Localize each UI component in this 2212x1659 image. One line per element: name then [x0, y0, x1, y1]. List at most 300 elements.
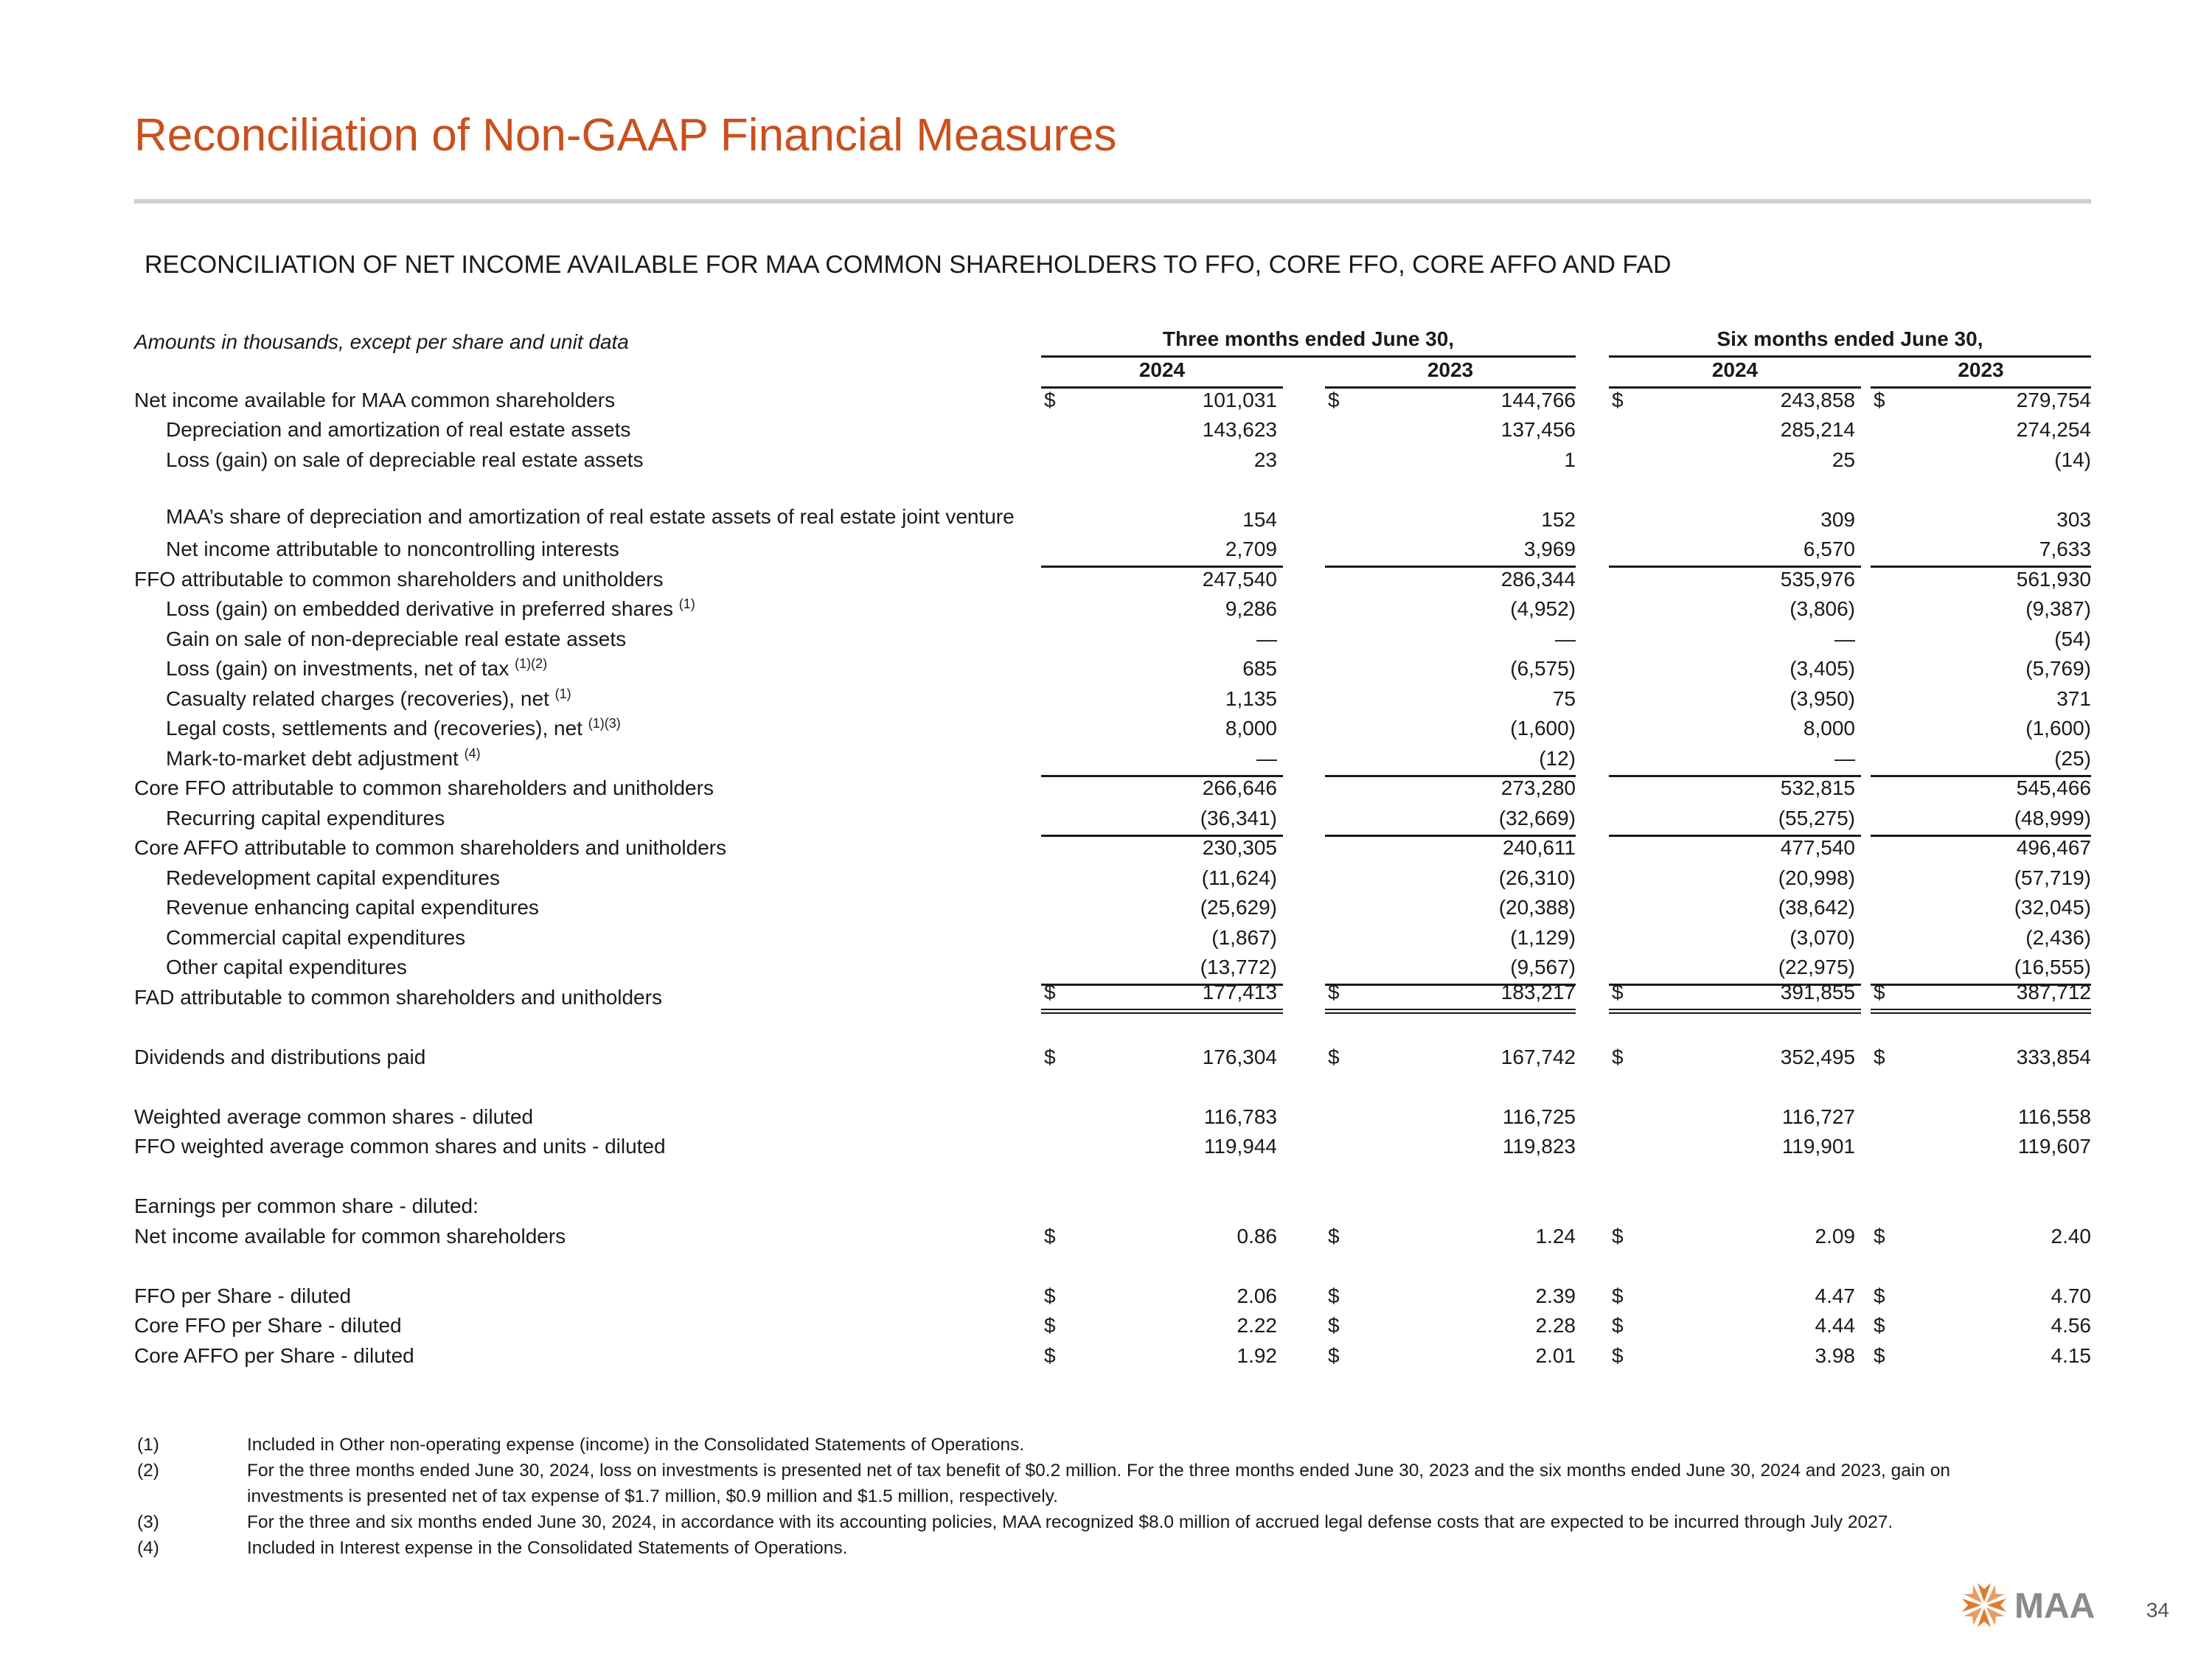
cell-value: 4.56: [2051, 1314, 2091, 1337]
value-cell: [1041, 924, 1283, 954]
cell-value: (32,045): [2014, 896, 2091, 919]
currency-symbol: $: [1612, 1314, 1624, 1337]
table-row: [0, 1312, 2212, 1343]
cell-value: 274,254: [2016, 418, 2091, 441]
value-cell: [1609, 1103, 1861, 1133]
row-label-text: Other capital expenditures: [166, 956, 407, 978]
value-cell: [1041, 1312, 1283, 1343]
row-label: [134, 776, 714, 800]
value-cell: [1609, 536, 1861, 566]
currency-symbol: $: [1874, 1284, 1885, 1307]
cell-value: 3,969: [1523, 538, 1576, 560]
value-cell: [1325, 655, 1576, 686]
currency-symbol: $: [1612, 1045, 1624, 1068]
cell-value: 137,456: [1500, 418, 1576, 441]
value-cell: [1041, 804, 1283, 835]
row-label: [166, 956, 407, 979]
value-cell: [1871, 715, 2091, 745]
table-row: [0, 1282, 2212, 1312]
currency-symbol: $: [1044, 1314, 1056, 1337]
value-cell: [1325, 954, 1576, 984]
cell-value: 167,742: [1500, 1045, 1576, 1068]
table-row: [0, 835, 2212, 865]
row-label-text: Core FFO attributable to common shareholders and unitholders: [134, 776, 714, 799]
value-cell: [1325, 745, 1576, 775]
maa-logo-text: MAA: [2014, 1587, 2096, 1626]
value-cell: [1325, 1043, 1576, 1074]
cell-value: 685: [1242, 657, 1277, 680]
table-row: [0, 417, 2212, 447]
row-label: [166, 418, 630, 442]
row-label: [134, 1344, 414, 1368]
table-row: [0, 476, 2212, 536]
footnote-mark: (1): [137, 1435, 159, 1455]
row-label: [134, 1194, 479, 1218]
cell-value: (9,387): [2025, 597, 2091, 620]
cell-value: (13,772): [1200, 956, 1277, 978]
value-cell: [1609, 446, 1861, 476]
cell-value: —: [1555, 627, 1576, 650]
value-cell: [1325, 625, 1576, 655]
value-cell: [1871, 954, 2091, 984]
row-label-text: Casualty related charges (recoveries), net: [166, 686, 549, 710]
value-cell: [1871, 655, 2091, 686]
row-label: [134, 1135, 666, 1158]
row-label-text: FAD attributable to common shareholders and unitholders: [134, 985, 662, 1009]
reconciliation-table: [0, 386, 2212, 1372]
value-cell: [1871, 1222, 2091, 1253]
value-cell: [1609, 625, 1861, 655]
cell-value: 4.47: [1815, 1284, 1855, 1307]
value-cell: [1609, 655, 1861, 686]
value-cell: [1871, 1103, 2091, 1133]
table-row: [0, 685, 2212, 715]
currency-symbol: $: [1874, 1314, 1885, 1337]
cell-value: 9,286: [1225, 597, 1277, 620]
value-cell: [1041, 1282, 1283, 1312]
value-cell: [1041, 1222, 1283, 1253]
table-row: [0, 655, 2212, 686]
cell-value: 2.09: [1815, 1224, 1855, 1248]
value-cell: [1609, 386, 1861, 417]
row-label-text: Net income available for MAA common shareholders: [134, 388, 616, 411]
value-cell: [1325, 1312, 1576, 1343]
value-cell: [1871, 596, 2091, 626]
footnote-reference: (1)(2): [515, 656, 548, 671]
value-cell: [1325, 715, 1576, 745]
row-label-text: Depreciation and amortization of real estate assets: [166, 418, 631, 441]
value-cell: [1871, 1043, 2091, 1074]
table-row: [0, 1043, 2212, 1074]
cell-value: (5,769): [2025, 657, 2091, 680]
value-cell: [1325, 835, 1576, 865]
cell-value: 1.92: [1237, 1343, 1277, 1367]
cell-value: (14): [2054, 448, 2091, 471]
table-row: [0, 566, 2212, 596]
cell-value: 2,709: [1225, 538, 1277, 560]
cell-value: (57,719): [2014, 866, 2091, 889]
cell-value: (9,567): [1510, 956, 1576, 978]
value-cell: [1325, 894, 1576, 925]
value-cell: [1871, 804, 2091, 835]
value-cell: [1609, 894, 1861, 925]
value-cell: [1041, 745, 1283, 775]
value-cell: [1041, 417, 1283, 447]
table-row: [0, 954, 2212, 984]
cell-value: (48,999): [2014, 806, 2091, 830]
value-cell: [1041, 566, 1283, 596]
footnotes: [0, 1432, 2212, 1561]
value-cell: [1041, 1043, 1283, 1074]
value-cell: [1325, 804, 1576, 835]
row-label: [166, 717, 621, 740]
row-label: [134, 1314, 402, 1338]
table-row: [0, 715, 2212, 745]
table-row: [0, 596, 2212, 626]
value-cell: [1041, 954, 1283, 984]
value-cell: [1871, 685, 2091, 715]
cell-value: (25,629): [1200, 896, 1277, 919]
value-cell: [1609, 715, 1861, 745]
cell-value: 286,344: [1500, 567, 1576, 591]
row-label: [166, 926, 465, 950]
value-cell: [1041, 536, 1283, 566]
cell-value: —: [1256, 627, 1277, 650]
value-cell: [1041, 1103, 1283, 1133]
row-label-text: Dividends and distributions paid: [134, 1045, 426, 1068]
cell-value: 532,815: [1780, 776, 1855, 799]
page-number: 34: [2146, 1599, 2169, 1621]
value-cell: [1325, 1103, 1576, 1133]
maa-logo-mark: [1962, 1583, 2006, 1627]
table-row: [0, 1103, 2212, 1133]
value-cell: [1871, 386, 2091, 417]
cell-value: 119,607: [2017, 1135, 2091, 1158]
value-cell: [1041, 1133, 1283, 1164]
cell-value: 535,976: [1780, 567, 1855, 591]
value-cell: [1041, 476, 1283, 536]
footnote: [0, 1458, 2002, 1509]
row-label: [134, 1225, 566, 1248]
row-label: [166, 687, 571, 711]
cell-value: 183,217: [1500, 980, 1576, 1004]
value-cell: [1041, 775, 1283, 805]
table-row: [0, 446, 2212, 476]
table-row: [0, 1342, 2212, 1372]
row-label-text: Core AFFO per Share - diluted: [134, 1343, 414, 1367]
footnote-mark: (4): [137, 1538, 159, 1558]
row-label-text: Loss (gain) on sale of depreciable real estate assets: [166, 448, 644, 471]
value-cell: [1871, 476, 2091, 536]
cell-value: 0.86: [1237, 1224, 1277, 1248]
cell-value: 391,855: [1780, 980, 1855, 1004]
cell-value: 152: [1541, 507, 1576, 531]
footnote-text: For the three months ended June 30, 2024, loss on investments is presented net of tax benefit of $0.2 million. For the three months ended June 30, 2023 and the six months ended June 30, 2024 and 2023, gain on investments is presented net of tax expense of $1.7 million, $0.9 million and $1.5 million, respectively.: [247, 1461, 1950, 1506]
table-row: [0, 1133, 2212, 1164]
value-cell: [1325, 775, 1576, 805]
cell-value: (20,998): [1778, 866, 1855, 889]
value-cell: [1609, 864, 1861, 894]
cell-value: (36,341): [1200, 806, 1277, 830]
cell-value: (54): [2054, 627, 2091, 650]
table-row: [0, 775, 2212, 805]
value-cell: [1871, 446, 2091, 476]
row-label: [134, 1046, 425, 1069]
currency-symbol: $: [1328, 1343, 1340, 1367]
currency-symbol: $: [1328, 980, 1340, 1004]
value-cell: [1041, 386, 1283, 417]
cell-value: 8,000: [1803, 717, 1855, 740]
cell-value: 2.39: [1535, 1284, 1576, 1307]
year-header: 2024: [1041, 358, 1283, 389]
cell-value: 176,304: [1202, 1045, 1277, 1068]
footnote: [0, 1535, 2002, 1561]
row-label: [134, 389, 615, 412]
currency-symbol: $: [1612, 1284, 1624, 1307]
footnote-mark: (2): [137, 1461, 159, 1481]
row-spacer: [0, 1253, 2212, 1283]
row-label: [166, 657, 547, 681]
footnote-reference: (1): [554, 686, 571, 701]
value-cell: [1871, 1342, 2091, 1372]
table-row: [0, 980, 2212, 1014]
value-cell: [1609, 775, 1861, 805]
value-cell: [1871, 1312, 2091, 1343]
row-label: [166, 502, 1051, 532]
table-row: [0, 864, 2212, 894]
table-row: [0, 1222, 2212, 1253]
cell-value: (6,575): [1510, 657, 1576, 680]
cell-value: 143,623: [1202, 418, 1277, 441]
table-row: [0, 625, 2212, 655]
row-label-text: Recurring capital expenditures: [166, 806, 445, 830]
year-header: 2023: [1871, 358, 2091, 389]
value-cell: [1871, 775, 2091, 805]
cell-value: 273,280: [1500, 776, 1576, 799]
footnote-text: For the three and six months ended June 30, 2024, in accordance with its accounting policies, MAA recognized $8.0 million of accrued legal defense costs that are expected to be incurred through July 2027.: [247, 1512, 1893, 1532]
year-header: 2023: [1325, 358, 1576, 389]
cell-value: 75: [1552, 686, 1576, 710]
title-divider: [134, 199, 2091, 204]
cell-value: 243,858: [1780, 388, 1855, 411]
cell-value: (38,642): [1778, 896, 1855, 919]
cell-value: 2.28: [1535, 1314, 1576, 1337]
value-cell: [1609, 1222, 1861, 1253]
value-cell: [1609, 1043, 1861, 1074]
row-label: [166, 538, 619, 561]
value-cell: [1325, 386, 1576, 417]
row-label-text: Net income available for common shareholders: [134, 1224, 566, 1248]
cell-value: (2,436): [2025, 925, 2091, 949]
cell-value: 352,495: [1780, 1045, 1855, 1068]
table-row: [0, 1193, 2212, 1223]
footnote-reference: (4): [464, 745, 481, 761]
cell-value: 2.22: [1237, 1314, 1277, 1337]
row-label-text: Loss (gain) on embedded derivative in preferred shares: [166, 597, 673, 620]
value-cell: [1041, 596, 1283, 626]
value-cell: [1871, 894, 2091, 925]
row-label: [166, 807, 445, 830]
row-label-text: MAA’s share of depreciation and amortization of real estate assets of real estate joint venture: [166, 504, 1015, 528]
cell-value: 1.24: [1535, 1224, 1576, 1248]
row-label: [166, 747, 481, 771]
currency-symbol: $: [1612, 1343, 1624, 1367]
value-cell: [1871, 835, 2091, 865]
cell-value: 2.40: [2051, 1224, 2091, 1248]
cell-value: 4.70: [2051, 1284, 2091, 1307]
cell-value: 2.06: [1237, 1284, 1277, 1307]
value-cell: [1609, 1133, 1861, 1164]
value-cell: [1609, 1312, 1861, 1343]
row-label-text: FFO attributable to common shareholders and unitholders: [134, 567, 664, 591]
table-row: [0, 386, 2212, 417]
currency-symbol: $: [1874, 1224, 1885, 1248]
cell-value: (32,669): [1498, 806, 1576, 830]
cell-value: (26,310): [1498, 866, 1576, 889]
cell-value: (25): [2054, 746, 2091, 770]
row-label: [134, 1105, 533, 1129]
cell-value: (1,867): [1211, 925, 1277, 949]
cell-value: 371: [2056, 686, 2091, 710]
cell-value: —: [1834, 627, 1855, 650]
currency-symbol: $: [1874, 1045, 1885, 1068]
cell-value: 119,944: [1203, 1135, 1277, 1158]
row-spacer: [0, 1163, 2212, 1193]
currency-symbol: $: [1612, 980, 1624, 1004]
row-label-text: Loss (gain) on investments, net of tax: [166, 657, 509, 680]
currency-symbol: $: [1328, 1314, 1340, 1337]
cell-value: (3,806): [1790, 597, 1855, 620]
cell-value: (12): [1539, 746, 1576, 770]
currency-symbol: $: [1874, 388, 1885, 411]
value-cell: [1041, 715, 1283, 745]
currency-symbol: $: [1874, 1343, 1885, 1367]
cell-value: (20,388): [1498, 896, 1576, 919]
cell-value: 561,930: [2016, 567, 2091, 591]
cell-value: 266,646: [1202, 776, 1277, 799]
footnote-text: Included in Interest expense in the Consolidated Statements of Operations.: [247, 1538, 848, 1558]
cell-value: 4.15: [2051, 1343, 2091, 1367]
value-cell: [1871, 566, 2091, 596]
cell-value: (3,405): [1790, 657, 1855, 680]
cell-value: 2.01: [1535, 1343, 1576, 1367]
period-header-three-months: Three months ended June 30,: [1041, 327, 1576, 358]
cell-value: 309: [1820, 507, 1855, 531]
value-cell: [1871, 625, 2091, 655]
maa-logo: [1958, 1579, 2125, 1631]
currency-symbol: $: [1044, 1224, 1056, 1248]
value-cell: [1609, 745, 1861, 775]
cell-value: 116,725: [1502, 1105, 1576, 1128]
cell-value: (16,555): [2014, 956, 2091, 978]
row-label-text: Earnings per common share - diluted:: [134, 1194, 479, 1217]
cell-value: 7,633: [2039, 538, 2091, 560]
value-cell: [1325, 446, 1576, 476]
row-label-text: Core AFFO attributable to common shareholders and unitholders: [134, 836, 727, 859]
cell-value: 154: [1242, 507, 1277, 531]
cell-value: 387,712: [2016, 980, 2091, 1004]
value-cell: [1871, 1133, 2091, 1164]
row-label: [166, 597, 695, 621]
value-cell: [1325, 1342, 1576, 1372]
row-label-text: Commercial capital expenditures: [166, 925, 466, 949]
row-label-text: Legal costs, settlements and (recoveries), net: [166, 717, 582, 740]
value-cell: [1041, 446, 1283, 476]
footnote: [0, 1509, 2002, 1535]
table-row: [0, 745, 2212, 775]
currency-symbol: $: [1328, 1045, 1340, 1068]
table-row: [0, 894, 2212, 925]
cell-value: (1,600): [1510, 717, 1576, 740]
value-cell: [1325, 1222, 1576, 1253]
row-label: [166, 448, 644, 472]
cell-value: (55,275): [1778, 806, 1855, 830]
row-label-text: Redevelopment capital expenditures: [166, 866, 500, 889]
value-cell: [1609, 835, 1861, 865]
footnote-reference: (1)(3): [588, 716, 621, 731]
cell-value: —: [1256, 746, 1277, 770]
cell-value: 25: [1832, 448, 1855, 471]
cell-value: 279,754: [2016, 388, 2091, 411]
footnote-mark: (3): [137, 1512, 159, 1532]
currency-symbol: $: [1044, 1343, 1056, 1367]
cell-value: —: [1834, 746, 1855, 770]
cell-value: (11,624): [1201, 866, 1277, 889]
footnote-text: Included in Other non-operating expense (income) in the Consolidated Statements of Operations.: [247, 1435, 1025, 1455]
currency-symbol: $: [1044, 980, 1056, 1004]
currency-symbol: $: [1328, 1284, 1340, 1307]
value-cell: [1609, 804, 1861, 835]
currency-symbol: $: [1044, 388, 1056, 411]
footnote: [0, 1432, 2002, 1458]
table-subtitle: RECONCILIATION OF NET INCOME AVAILABLE FOR MAA COMMON SHAREHOLDERS TO FFO, CORE FFO, CORE AFFO AND FAD: [145, 251, 1672, 279]
cell-value: 240,611: [1502, 836, 1576, 859]
row-label: [166, 896, 539, 919]
currency-symbol: $: [1328, 1224, 1340, 1248]
cell-value: 23: [1253, 448, 1277, 471]
value-cell: [1609, 1342, 1861, 1372]
cell-value: 230,305: [1202, 836, 1277, 859]
row-label: [134, 986, 662, 1009]
row-spacer: [0, 1014, 2212, 1044]
cell-value: (3,070): [1790, 925, 1855, 949]
table-row: [0, 536, 2212, 566]
cell-value: 116,783: [1203, 1105, 1277, 1128]
value-cell: [1609, 1282, 1861, 1312]
value-cell: [1041, 625, 1283, 655]
cell-value: 1,135: [1225, 686, 1277, 710]
value-cell: [1325, 864, 1576, 894]
page-title: Reconciliation of Non-GAAP Financial Measures: [134, 110, 1117, 161]
row-label: [134, 836, 726, 860]
cell-value: 285,214: [1780, 418, 1855, 441]
value-cell: [1871, 536, 2091, 566]
cell-value: 144,766: [1500, 388, 1576, 411]
value-cell: [1325, 924, 1576, 954]
value-cell: [1325, 1133, 1576, 1164]
value-cell: [1041, 980, 1283, 1014]
value-cell: [1609, 685, 1861, 715]
value-cell: [1041, 864, 1283, 894]
cell-value: 116,727: [1781, 1105, 1855, 1128]
value-cell: [1871, 745, 2091, 775]
row-label-text: FFO per Share - diluted: [134, 1284, 352, 1307]
cell-value: (1,600): [2025, 717, 2091, 740]
table-row: [0, 804, 2212, 835]
row-label: [166, 866, 500, 890]
value-cell: [1871, 864, 2091, 894]
value-cell: [1325, 1282, 1576, 1312]
